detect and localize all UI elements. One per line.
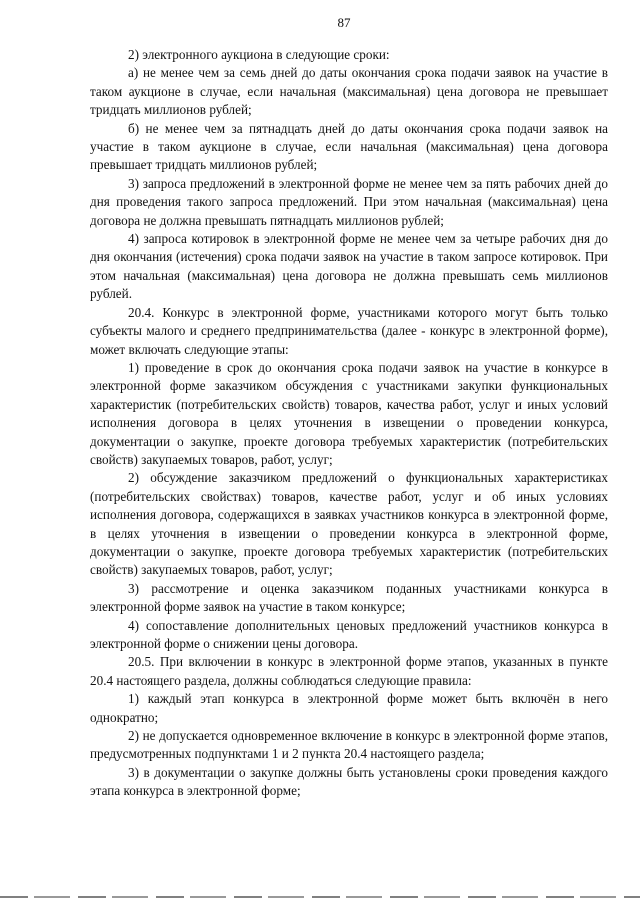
- paragraph-rule-2: 2) не допускается одновременное включение в конкурс в электронной форме этапов, предусмотренных подпунктами 1 и 2 пункта 20.4 настоящего раздела;: [90, 728, 608, 762]
- page-number: 87: [337, 15, 351, 30]
- scan-edge-line: [0, 896, 640, 898]
- paragraph-stage-4: 4) сопоставление дополнительных ценовых предложений участников конкурса в электронной форме о снижении цены договора.: [90, 617, 608, 651]
- paragraph-auction-fifteen-days: б) не менее чем за пятнадцать дней до даты окончания срока подачи заявок на участие в таком аукционе в случае, если начальная (максимальная) цена договора превышает тридцать миллионов рублей;: [90, 120, 608, 173]
- paragraph-rule-3: 3) в документации о закупке должны быть установлены сроки проведения каждого этапа конкурса в электронной форме;: [90, 764, 608, 799]
- paragraph-rule-1: 1) каждый этап конкурса в электронной форме может быть включён в него однократно;: [90, 691, 608, 725]
- paragraph-stage-1: 1) проведение в срок до окончания срока подачи заявок на участие в конкурсе в электронной форме заказчиком обсуждения с участниками закупки функциональных характеристик (потребительских свойств) товаров, качества работ, услуг и иных условий исполнения договора в целях уточнения в извещении о проведении конкурса, документации о закупке, проекте договора требуемых характеристик (потребительских свойств) закупаемых товаров, работ, услуг;: [90, 359, 608, 467]
- paragraph-clause-20-5: 20.5. При включении в конкурс в электронной форме этапов, указанных в пункте 20.4 настоящего раздела, должны соблюдаться следующие правила:: [90, 654, 608, 688]
- paragraph-auction-seven-days: а) не менее чем за семь дней до даты окончания срока подачи заявок на участие в таком аукционе в случае, если начальная (максимальная) цена договора не превышает тридцать миллионов рублей;: [90, 65, 608, 118]
- document-body: [90, 46, 608, 801]
- paragraph-stage-2: 2) обсуждение заказчиком предложений о функциональных характеристиках (потребительских свойствах) товаров, качестве работ, услуг и об иных условиях исполнения договора, содержащихся в заявках участников конкурса в электронной форме, в целях уточнения в извещении о проведении конкурса в электронной форме, документации о закупке, проекте договора требуемых характеристик (потребительских свойств) закупаемых товаров, работ, услуг;: [90, 470, 608, 578]
- paragraph-auction-deadlines: 2) электронного аукциона в следующие сроки:: [128, 47, 390, 62]
- paragraph-request-proposals: 3) запроса предложений в электронной форме не менее чем за пять рабочих дней до дня проведения такого запроса предложений. При этом начальная (максимальная) цена договора не должна превышать пятнадцать миллионов рублей;: [90, 175, 608, 228]
- paragraph-clause-20-4: 20.4. Конкурс в электронной форме, участниками которого могут быть только субъекты малого и среднего предпринимательства (далее - конкурс в электронной форме), может включать следующие этапы:: [90, 304, 608, 357]
- paragraph-request-quotes: 4) запроса котировок в электронной форме не менее чем за четыре рабочих дня до дня окончания (истечения) срока подачи заявок на участие в таком запросе котировок. При этом начальная (максимальная) цена договора не должна превышать семь миллионов рублей.: [90, 231, 608, 302]
- paragraph-stage-3: 3) рассмотрение и оценка заказчиком поданных участниками конкурса в электронной форме заявок на участие в таком конкурсе;: [90, 580, 608, 615]
